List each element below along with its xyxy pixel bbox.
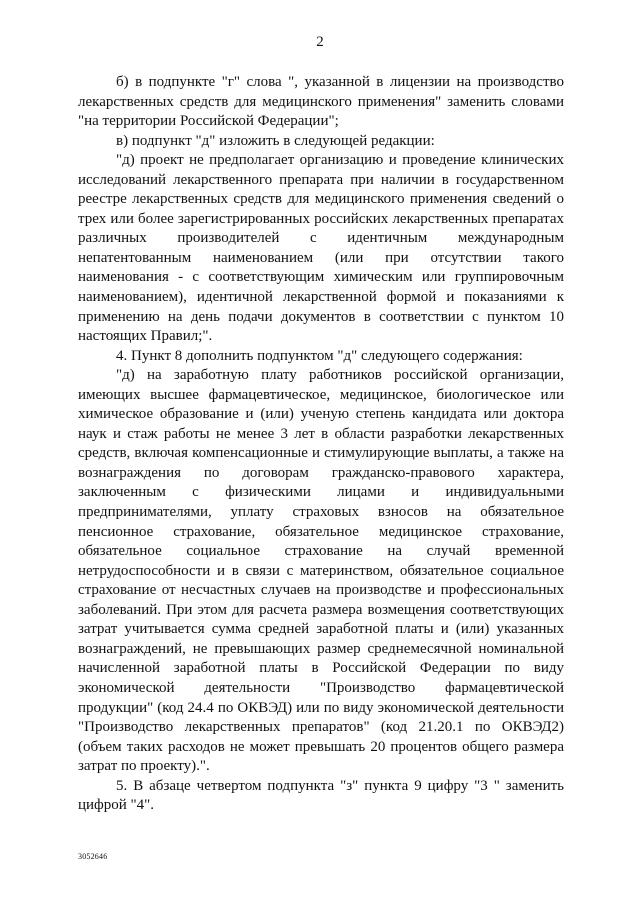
paragraph-subpoint-d-text: "д) проект не предполагает организацию и проведение клинических исследований лекарственного препарата при наличии в государственном реестре лекарственных средств для медицинского применения сведений о трех или более зарегистрированных российских лекарственных препаратах различных производителей с идентичным международным непатентованным наименованием (или при отсутствии такого наименования - с соответствующим химическим или группировочным наименованием), идентичной лекарственной формой и показаниями к применению на день подачи документов в соответствии с пунктом 10 настоящих Правил;". bbox=[78, 152, 564, 345]
document-body bbox=[78, 73, 564, 816]
paragraph-subpoint-b: б) в подпункте "г" слова ", указанной в лицензии на производство лекарственных средств для медицинского применения" заменить словами "на территории Российской Федерации"; bbox=[78, 74, 564, 130]
paragraph-point-4-subpoint-d: "д) на заработную плату работников российской организации, имеющих высшее фармацевтическое, медицинское, биологическое или химическое образование и (или) ученую степень кандидата или доктора наук и стаж работы не менее 3 лет в области разработки лекарственных средств, включая компенсационные и стимулирующие выплаты, а также на вознаграждения по договорам гражданско-правового характера, заключенным с физическими лицами и индивидуальными предпринимателями, уплату страховых взносов на обязательное пенсионное страхование, обязательное медицинское страхование, обязательное социальное страхование на случай временной нетрудоспособности и в связи с материнством, обязательное социальное страхование от несчастных случаев на производстве и профессиональных заболеваний. При этом для расчета размера возмещения соответствующих затрат учитывается сумма средней заработной платы и (или) указанных вознаграждений, не превышающих размер среднемесячной номинальной начисленной заработной платы в Российской Федерации по виду экономической деятельности "Производство фармацевтической продукции" (код 24.4 по ОКВЭД) или по виду экономической деятельности "Производство лекарственных препаратов" (код 21.20.1 по ОКВЭД2) (объем таких расходов не может превышать 20 процентов общего размера затрат по проекту).". bbox=[78, 367, 564, 775]
paragraph-point-5: 5. В абзаце четвертом подпункта "з" пункта 9 цифру "3 " заменить цифрой "4". bbox=[78, 777, 564, 814]
document-code: 3052646 bbox=[78, 852, 108, 861]
page-number: 2 bbox=[316, 34, 324, 50]
paragraph-point-4: 4. Пункт 8 дополнить подпунктом "д" следующего содержания: bbox=[116, 347, 523, 364]
paragraph-subpoint-v: в) подпункт "д" изложить в следующей редакции: bbox=[116, 132, 435, 149]
